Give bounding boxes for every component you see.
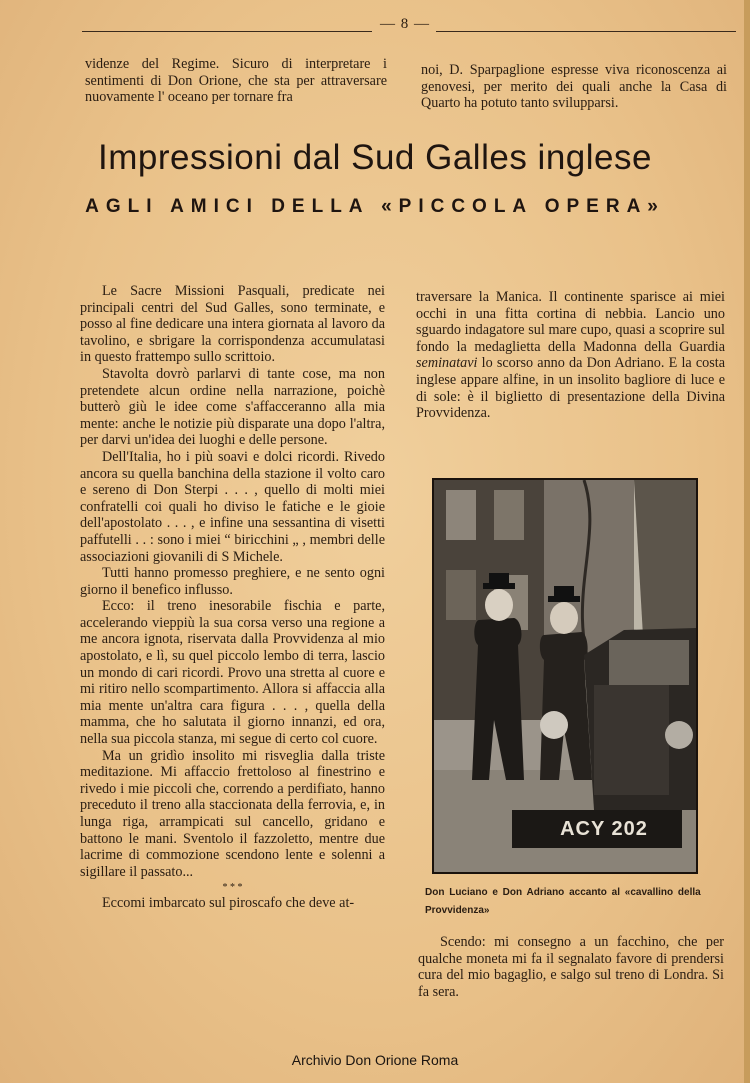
article-title: Impressioni dal Sud Galles inglese <box>98 138 652 177</box>
right-column-bottom <box>418 934 724 1000</box>
photo-scene <box>434 480 696 872</box>
paragraph: Ma un gridìo insolito mi risveglia dalla triste meditazione. Mi affaccio frettoloso al finestrino e rivedo i mie piccoli che, correndo a perdifiato, hanno preceduto il treno alla staccionata della ferrovia, e, in lunga riga, arrampicati sul cancello, gridano e battono le mani. Sventolo il fazzoletto, mentre due lacrime di commozione scendono lente e solenni a sigillare il passato... <box>80 747 385 880</box>
header-rule-left <box>82 31 372 32</box>
header-rule-right <box>436 31 736 32</box>
paragraph: Le Sacre Missioni Pasquali, predicate nei principali centri del Sud Galles, sono terminate, e posso al fine dedicare una intera giornata al lavoro da tavolino, e sbrigare la corrispondenza accumulatasi in questo frattempo sullo scrittoio. <box>80 283 385 366</box>
article-subtitle: AGLI AMICI DELLA «PICCOLA OPERA» <box>85 196 665 217</box>
archive-footer: Archivio Don Orione Roma <box>291 1052 459 1068</box>
paragraph: Dell'Italia, ho i più soavi e dolci ricordi. Rivedo ancora su quella banchina della stazione il volto caro e sereno di Don Sterpi . . . , quello di molti miei confratelli coi quali ho diviso le fatiche e le gioie dell'apostolato . . . , e infine una sessantina di visetti paffutelli . . : sono i miei “ biricchini „ , membri delle associazioni giovanili di S Michele. <box>80 448 385 565</box>
paragraph: traversare la Manica. Il continente sparisce ai miei occhi in una fitta cortina di nebbia. Lancio uno sguardo indagatore sul mare cupo, quasi a scoprire sul fondo la medaglietta della Madonna della Guardia seminatavi lo scorso anno da Don Adriano. E la costa inglese appare alfine, in un insolito bagliore di luce e di sole: è il biglietto di presentazione della Divina Provvidenza. <box>416 289 726 422</box>
paragraph: Eccomi imbarcato sul piroscafo che deve at- <box>102 895 355 912</box>
photo-caption: Don Luciano e Don Adriano accanto al «cavallino della Provvidenza» <box>425 887 701 916</box>
top-left-text: videnze del Regime. Sicuro di interpretare i sentimenti di Don Orione, che sta per attraversare nuovamente l' oceano per tornare fra <box>85 56 387 106</box>
paragraph: Ecco: il treno inesorabile fischia e parte, accelerando vieppiù la sua corsa verso una regione a me ancora ignota, riservata dalla Provvidenza al mio apostolato, e lì, su quel piccolo lembo di terra, lascio un mondo di cari ricordi. Provo una stretta al cuore e mi ritiro nello scompartimento. Allora si affaccia alla mia mente un'altra cara figura . . . , quella della mamma, che ho salutata il giorno innanzi, ed ora, nella sua piccola stanza, mi segue di certo col cuore. <box>80 598 385 748</box>
right-column-top <box>416 289 725 422</box>
license-plate: ACY 202 <box>560 818 648 840</box>
paragraph: Tutti hanno promesso preghiere, e ne sento ogni giorno il benefico influsso. <box>80 565 385 598</box>
left-column <box>80 283 385 912</box>
paragraph: Stavolta dovrò parlarvi di tante cose, ma non pretendete alcun ordine nella narrazione, poichè butterò giù le idee come s'affacceranno alla mia mente: anche le notizie più disparate una dopo l'altra, per darvi un'idea dei luoghi e delle persone. <box>80 365 385 449</box>
paragraph: Scendo: mi consegno a un facchino, che per qualche moneta mi fa il segnalato favore di prendersi cura del mio bagaglio, e salgo sul treno di Londra. Si fa sera. <box>418 934 724 1000</box>
top-right-text: noi, D. Sparpaglione espresse viva riconoscenza ai genovesi, per merito dei quali anche la Casa di Quarto ha potuto tanto svilupparsi. <box>421 62 727 112</box>
page-number: — 8 — <box>380 16 430 32</box>
section-separator: * * * <box>222 882 243 894</box>
photograph <box>432 478 698 874</box>
